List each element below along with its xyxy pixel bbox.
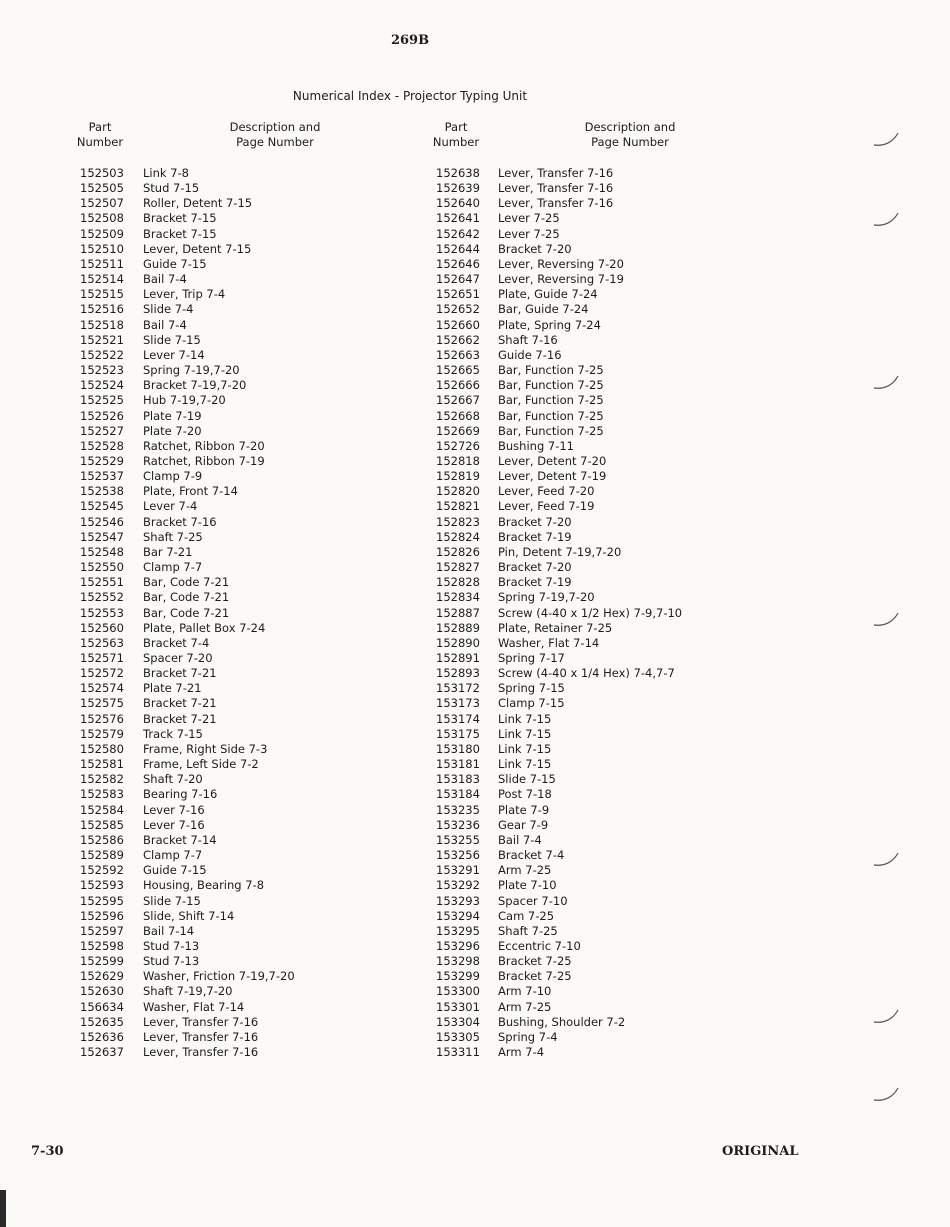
part-description: Arm 7-10 (498, 984, 552, 999)
binder-hole-mark (868, 368, 908, 396)
part-number: 152598 (80, 938, 124, 953)
part-number: 152630 (80, 984, 124, 999)
page-title: Numerical Index - Projector Typing Unit (292, 89, 528, 103)
part-number: 153173 (436, 696, 480, 711)
part-number: 152553 (80, 605, 124, 620)
part-description: Spacer 7-20 (143, 651, 213, 665)
part-description: Bar 7-21 (143, 544, 193, 559)
part-number: 152589 (80, 848, 124, 863)
part-description: Bar, Function 7-25 (498, 393, 604, 408)
part-description: Lever 7-25 (498, 211, 560, 226)
part-number: 152538 (80, 484, 124, 499)
part-description: Spring 7-15 (498, 681, 565, 696)
part-number: 152518 (80, 317, 124, 332)
part-number: 152642 (436, 226, 480, 241)
part-description: Bracket 7-19,7-20 (143, 378, 247, 393)
part-number: 152823 (436, 514, 480, 529)
part-number: 153304 (436, 1014, 480, 1029)
part-number: 152511 (80, 256, 124, 271)
part-number: 153236 (436, 817, 480, 832)
part-description: Bail 7-4 (498, 832, 542, 847)
part-number: 152552 (80, 590, 124, 605)
part-number: 152529 (80, 453, 124, 468)
part-number: 152597 (80, 923, 124, 938)
part-number: 153294 (436, 908, 480, 923)
part-number: 153172 (436, 681, 480, 696)
part-number: 153298 (436, 954, 480, 969)
part-description: Track 7-15 (143, 726, 203, 741)
part-description: Cam 7-25 (498, 908, 555, 923)
part-number: 152526 (80, 408, 124, 423)
part-description: Plate 7-20 (143, 423, 202, 438)
part-description: Bracket 7-25 (498, 954, 572, 969)
part-number: 152545 (80, 499, 124, 514)
part-number: 152547 (80, 529, 124, 544)
part-number: 152593 (80, 878, 124, 893)
part-number: 152667 (436, 393, 480, 408)
part-description: Lever, Trip 7-4 (143, 287, 226, 302)
part-number: 152893 (436, 666, 480, 681)
part-description: Screw (4-40 x 1/2 Hex) 7-9,7-10 (498, 605, 683, 620)
part-description: Link 7-15 (498, 741, 552, 756)
part-description: Bracket 7-21 (143, 666, 217, 681)
part-number: 152580 (80, 741, 124, 756)
part-description: Bracket 7-4 (498, 848, 565, 863)
part-description: Bail 7-14 (143, 923, 195, 938)
part-number: 152635 (80, 1014, 124, 1029)
part-description: Lever, Feed 7-19 (498, 499, 595, 514)
part-description: Bar, Code 7-21 (143, 590, 230, 605)
part-description: Bracket 7-16 (143, 514, 217, 529)
part-number: 152507 (80, 196, 124, 211)
part-number: 153300 (436, 984, 480, 999)
part-number: 152824 (436, 529, 480, 544)
part-number: 152574 (80, 681, 124, 696)
page-reference: 7-30 (31, 1144, 64, 1159)
part-number: 152660 (436, 317, 480, 332)
part-description: Link 7-15 (498, 711, 552, 726)
part-description: Clamp 7-9 (143, 469, 203, 484)
part-description: Bushing, Shoulder 7-2 (498, 1014, 626, 1029)
part-number: 152652 (436, 302, 480, 317)
part-description: Shaft 7-16 (498, 332, 558, 347)
part-description: Screw (4-40 x 1/4 Hex) 7-4,7-7 (498, 666, 675, 681)
part-number: 153235 (436, 802, 480, 817)
part-number: 152550 (80, 560, 124, 575)
part-number: 152586 (80, 832, 124, 847)
part-description: Lever, Transfer 7-16 (143, 1045, 259, 1060)
part-description: Bar, Function 7-25 (498, 363, 604, 378)
part-number: 152514 (80, 272, 124, 287)
part-number: 153301 (436, 999, 480, 1014)
part-number: 153183 (436, 772, 480, 787)
part-number: 152821 (436, 499, 480, 514)
part-description: Lever, Detent 7-19 (498, 469, 607, 484)
part-description: Lever, Transfer 7-16 (498, 166, 614, 180)
part-description: Bracket 7-15 (143, 211, 217, 226)
part-description: Bushing 7-11 (498, 438, 574, 453)
part-description: Roller, Detent 7-15 (143, 196, 253, 211)
part-number: 152527 (80, 423, 124, 438)
part-description: Link 7-8 (143, 166, 189, 180)
part-description: Lever, Detent 7-15 (143, 241, 252, 256)
part-number: 153174 (436, 711, 480, 726)
part-number: 153256 (436, 848, 480, 863)
part-description: Clamp 7-7 (143, 560, 203, 575)
part-description: Plate 7-21 (143, 681, 202, 696)
part-description: Shaft 7-19,7-20 (143, 984, 233, 999)
part-description: Ratchet, Ribbon 7-20 (143, 438, 265, 453)
part-description: Clamp 7-15 (498, 696, 565, 711)
part-description: Spring 7-19,7-20 (498, 590, 595, 605)
binder-hole-mark (868, 205, 908, 233)
part-number: 152818 (436, 453, 480, 468)
part-number: 153175 (436, 726, 480, 741)
part-number: 152636 (80, 1029, 124, 1044)
part-number: 152834 (436, 590, 480, 605)
part-number: 152637 (80, 1045, 124, 1060)
part-number: 152668 (436, 408, 480, 423)
part-description: Washer, Friction 7-19,7-20 (143, 969, 295, 984)
part-number: 152537 (80, 469, 124, 484)
part-description: Guide 7-16 (498, 347, 562, 362)
binder-hole-mark (868, 845, 908, 873)
part-description: Slide 7-15 (498, 772, 556, 787)
part-number: 152646 (436, 256, 480, 271)
part-number: 153296 (436, 938, 480, 953)
part-number: 152666 (436, 378, 480, 393)
part-description: Guide 7-15 (143, 863, 207, 878)
part-number: 152887 (436, 605, 480, 620)
part-description: Bracket 7-21 (143, 711, 217, 726)
part-description: Lever, Transfer 7-16 (143, 1014, 259, 1029)
part-number: 152640 (436, 196, 480, 211)
part-description: Stud 7-13 (143, 938, 200, 953)
part-number: 152508 (80, 211, 124, 226)
binder-hole-mark (868, 605, 908, 633)
part-number: 152503 (80, 166, 124, 180)
part-number: 152509 (80, 226, 124, 241)
part-number: 152644 (436, 241, 480, 256)
part-number: 152575 (80, 696, 124, 711)
part-description: Slide 7-4 (143, 302, 194, 317)
part-number: 153299 (436, 969, 480, 984)
part-description: Bracket 7-21 (143, 696, 217, 711)
part-number: 152819 (436, 469, 480, 484)
part-number: 152522 (80, 347, 124, 362)
part-description: Slide, Shift 7-14 (143, 908, 235, 923)
part-description: Lever, Detent 7-20 (498, 453, 607, 468)
part-description: Plate, Guide 7-24 (498, 287, 598, 302)
part-number: 152521 (80, 332, 124, 347)
left-description-header: Description and Page Number (229, 120, 321, 149)
part-number: 152563 (80, 635, 124, 650)
part-description: Lever 7-16 (143, 817, 205, 832)
part-number: 152599 (80, 954, 124, 969)
part-number: 152505 (80, 181, 124, 196)
part-number: 152827 (436, 560, 480, 575)
part-description: Bar, Function 7-25 (498, 378, 604, 393)
part-number: 152638 (436, 166, 480, 180)
part-description: Bracket 7-20 (498, 514, 572, 529)
part-number: 152581 (80, 757, 124, 772)
part-description: Shaft 7-20 (143, 772, 203, 787)
part-number: 153293 (436, 893, 480, 908)
part-number: 152524 (80, 378, 124, 393)
part-description: Bearing 7-16 (143, 787, 218, 802)
part-number: 152596 (80, 908, 124, 923)
part-number: 152583 (80, 787, 124, 802)
part-number: 153292 (436, 878, 480, 893)
part-number: 152641 (436, 211, 480, 226)
part-number: 152669 (436, 423, 480, 438)
part-description: Bar, Code 7-21 (143, 575, 230, 590)
part-description: Bail 7-4 (143, 317, 187, 332)
part-description: Link 7-15 (498, 726, 552, 741)
part-number: 153184 (436, 787, 480, 802)
part-description: Eccentric 7-10 (498, 938, 581, 953)
part-description: Shaft 7-25 (498, 923, 558, 938)
part-description: Bar, Guide 7-24 (498, 302, 589, 317)
part-description: Post 7-18 (498, 787, 552, 802)
part-number: 153255 (436, 832, 480, 847)
part-number: 152525 (80, 393, 124, 408)
part-description: Bar, Function 7-25 (498, 408, 604, 423)
part-description: Spring 7-4 (498, 1029, 558, 1044)
part-description: Lever 7-14 (143, 347, 205, 362)
part-description: Bar, Code 7-21 (143, 605, 230, 620)
part-description: Bail 7-4 (143, 272, 187, 287)
part-number: 153180 (436, 741, 480, 756)
part-description: Shaft 7-25 (143, 529, 203, 544)
part-number: 152639 (436, 181, 480, 196)
part-description: Plate, Spring 7-24 (498, 317, 601, 332)
part-description: Bar, Function 7-25 (498, 423, 604, 438)
part-description: Lever, Transfer 7-16 (498, 181, 614, 196)
part-number: 152582 (80, 772, 124, 787)
part-description: Arm 7-25 (498, 863, 552, 878)
part-description: Bracket 7-19 (498, 575, 572, 590)
right-description-header: Description and Page Number (584, 120, 676, 149)
part-number: 152828 (436, 575, 480, 590)
part-description: Lever, Transfer 7-16 (143, 1029, 259, 1044)
part-description: Slide 7-15 (143, 893, 201, 908)
part-description: Arm 7-25 (498, 999, 552, 1014)
part-number: 152662 (436, 332, 480, 347)
part-number: 152820 (436, 484, 480, 499)
part-number: 152651 (436, 287, 480, 302)
part-description: Plate 7-19 (143, 408, 202, 423)
part-description: Stud 7-13 (143, 954, 200, 969)
left-part-number-header: Part Number (76, 120, 124, 149)
part-description: Bracket 7-15 (143, 226, 217, 241)
part-description: Guide 7-15 (143, 256, 207, 271)
part-number: 152579 (80, 726, 124, 741)
right-part-number-header: Part Number (432, 120, 480, 149)
part-description: Arm 7-4 (498, 1045, 545, 1060)
part-number: 153181 (436, 757, 480, 772)
part-description: Gear 7-9 (498, 817, 549, 832)
part-number: 152515 (80, 287, 124, 302)
part-description: Slide 7-15 (143, 332, 201, 347)
part-description: Plate, Retainer 7-25 (498, 620, 613, 635)
part-description: Washer, Flat 7-14 (498, 635, 600, 650)
part-number: 153305 (436, 1029, 480, 1044)
part-description: Housing, Bearing 7-8 (143, 878, 265, 893)
binder-hole-mark (868, 125, 908, 153)
part-number: 152889 (436, 620, 480, 635)
part-number: 152665 (436, 363, 480, 378)
binder-hole-mark (868, 1002, 908, 1030)
part-description: Stud 7-15 (143, 181, 200, 196)
part-description: Bracket 7-19 (498, 529, 572, 544)
part-number: 152516 (80, 302, 124, 317)
part-description: Plate, Front 7-14 (143, 484, 238, 499)
part-number: 152551 (80, 575, 124, 590)
part-description: Bracket 7-14 (143, 832, 217, 847)
scan-edge-mark (0, 1190, 6, 1227)
part-number: 152510 (80, 241, 124, 256)
part-description: Plate 7-9 (498, 802, 550, 817)
part-number: 152523 (80, 363, 124, 378)
part-number: 152584 (80, 802, 124, 817)
part-description: Lever, Reversing 7-19 (498, 272, 624, 287)
part-number: 152546 (80, 514, 124, 529)
part-description: Plate, Pallet Box 7-24 (143, 620, 266, 635)
part-description: Clamp 7-7 (143, 848, 203, 863)
part-number: 152560 (80, 620, 124, 635)
part-description: Washer, Flat 7-14 (143, 999, 245, 1014)
part-description: Bracket 7-20 (498, 560, 572, 575)
part-description: Lever 7-25 (498, 226, 560, 241)
part-description: Frame, Right Side 7-3 (143, 741, 268, 756)
part-number: 152592 (80, 863, 124, 878)
part-description: Lever, Transfer 7-16 (498, 196, 614, 211)
part-number: 152629 (80, 969, 124, 984)
part-number: 152571 (80, 651, 124, 665)
part-number: 152726 (436, 438, 480, 453)
part-number: 153295 (436, 923, 480, 938)
part-number: 152890 (436, 635, 480, 650)
part-description: Bracket 7-20 (498, 241, 572, 256)
part-number: 152891 (436, 651, 480, 665)
part-description: Link 7-15 (498, 757, 552, 772)
part-description: Bracket 7-4 (143, 635, 210, 650)
part-number: 152576 (80, 711, 124, 726)
part-description: Spacer 7-10 (498, 893, 568, 908)
part-description: Lever, Feed 7-20 (498, 484, 595, 499)
part-number: 152572 (80, 666, 124, 681)
part-number: 152595 (80, 893, 124, 908)
part-number: 152826 (436, 544, 480, 559)
part-number: 152647 (436, 272, 480, 287)
part-number: 152528 (80, 438, 124, 453)
part-description: Bracket 7-25 (498, 969, 572, 984)
part-number: 156634 (80, 999, 124, 1014)
part-description: Spring 7-19,7-20 (143, 363, 240, 378)
part-description: Lever, Reversing 7-20 (498, 256, 624, 271)
part-description: Lever 7-16 (143, 802, 205, 817)
binder-hole-mark (868, 1080, 908, 1108)
part-number: 152585 (80, 817, 124, 832)
part-number: 152663 (436, 347, 480, 362)
part-description: Spring 7-17 (498, 651, 565, 665)
part-description: Ratchet, Ribbon 7-19 (143, 453, 265, 468)
part-description: Hub 7-19,7-20 (143, 393, 226, 408)
page-code: 269B (390, 33, 430, 48)
part-number: 153311 (436, 1045, 480, 1060)
part-number: 152548 (80, 544, 124, 559)
edition-label: ORIGINAL (722, 1144, 799, 1159)
part-description: Plate 7-10 (498, 878, 557, 893)
part-description: Lever 7-4 (143, 499, 198, 514)
part-number: 153291 (436, 863, 480, 878)
part-description: Pin, Detent 7-19,7-20 (498, 544, 622, 559)
part-description: Frame, Left Side 7-2 (143, 757, 259, 772)
